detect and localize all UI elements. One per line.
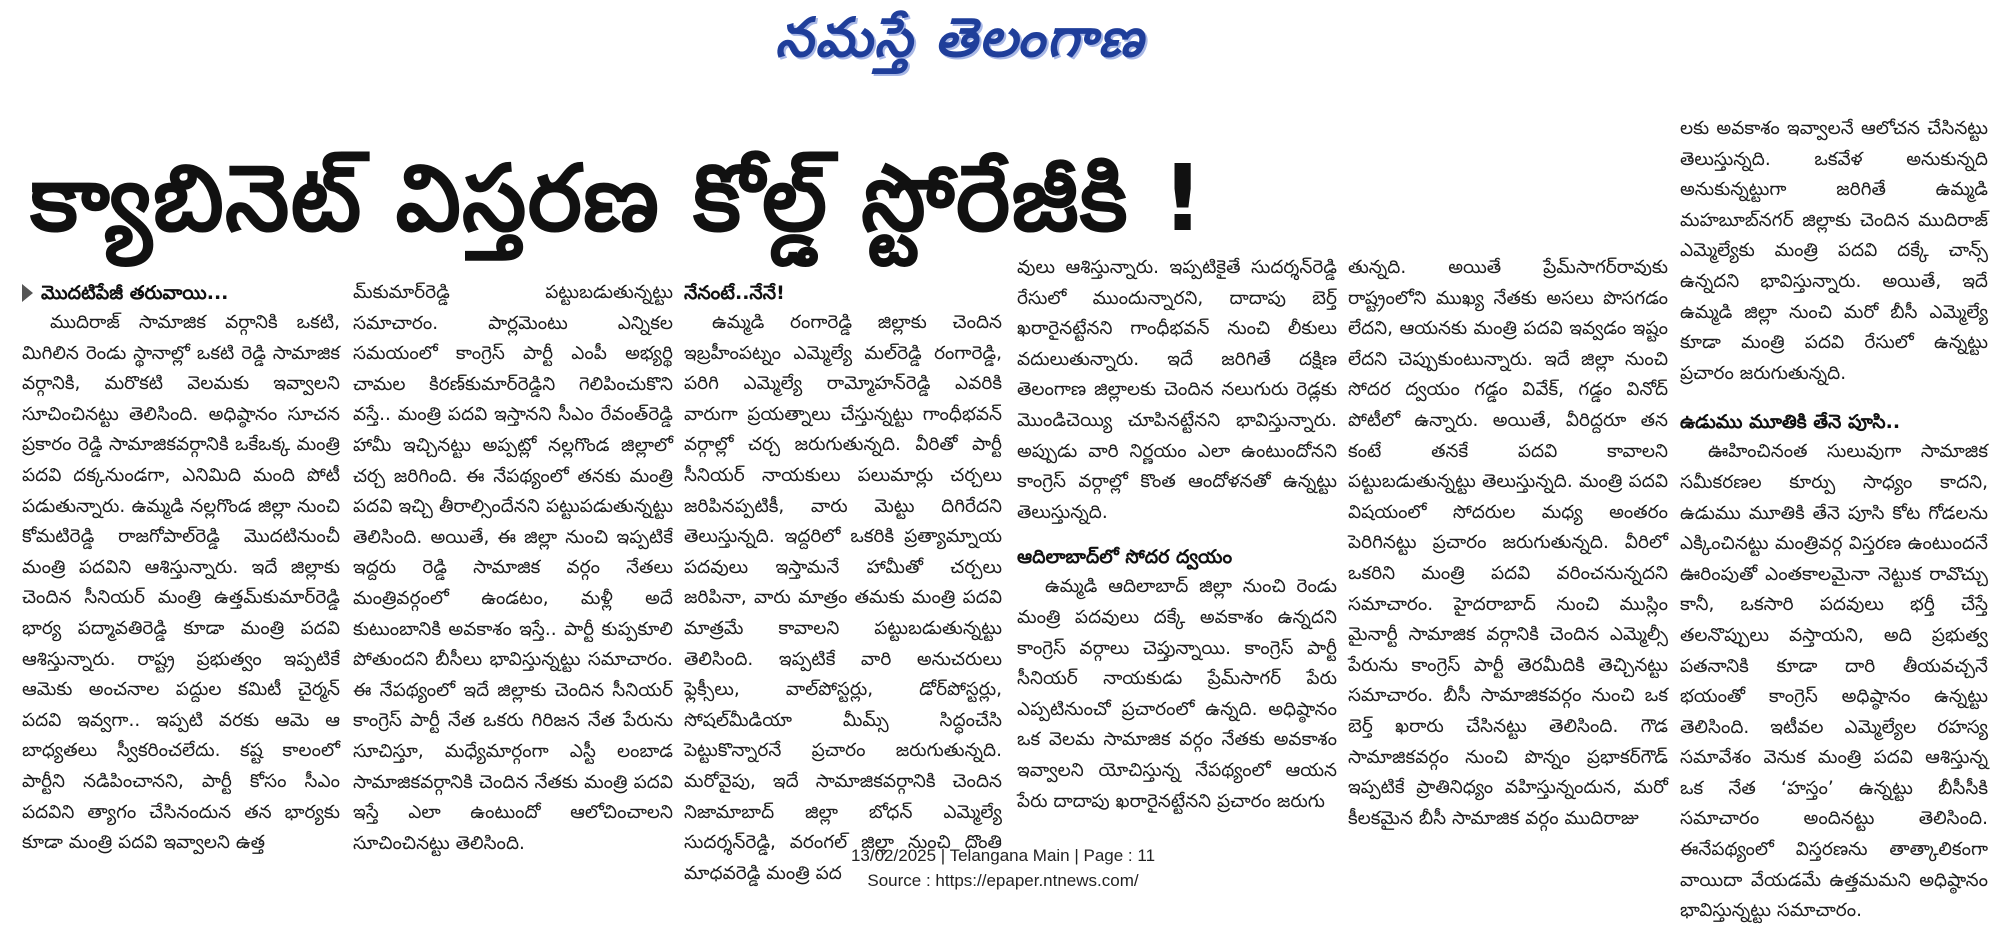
column-2 <box>353 278 673 854</box>
column-6-text-a: లకు అవకాశం ఇవ్వాలనే ఆలోచన చేసినట్టు తెలుస్తున్నది. ఒకవేళ అనుకున్నది అనుకున్నట్టుగా జరిగితే ఉమ్మడి మహబూబ్‌నగర్ జిల్లాకు చెందిన ముదిరాజ్ ఎమ్మెల్యేకు మంత్రి పదవి దక్కే చాన్స్ ఉన్నదని భావిస్తున్నారు. అయితే, ఇదే ఉమ్మడి జిల్లా నుంచి మరో బీసీ ఎమ్మెల్యే కూడా మంత్రి పదవి రేసులో ఉన్నట్టు ప్రచారం జరుగుతున్నది. <box>1680 118 1988 384</box>
column-4-text-b: ఉమ్మడి ఆదిలాబాద్ జిల్లా నుంచి రెండు మంత్రి పదవులు దక్కే అవకాశం ఉన్నదని కాంగ్రెస్ వర్గాలు చెప్తున్నాయి. కాంగ్రెస్ పార్టీ సీనియర్ నాయకుడు ప్రేమ్‌సాగర్ పేరు ఎప్పటినుంచో ప్రచారంలో ఉన్నది. అధిష్ఠానం ఒక వెలమ సామాజిక వర్గం నేతకు అవకాశం ఇవ్వాలని యోచిస్తున్న నేపథ్యంలో ఆయన పేరు దాదాపు ఖరారైనట్టేనని ప్రచారం జరుగు <box>1017 576 1337 812</box>
column-3-text: ఉమ్మడి రంగారెడ్డి జిల్లాకు చెందిన ఇబ్రహీంపట్నం ఎమ్మెల్యే మల్‌రెడ్డి రంగారెడ్డి, పరిగి ఎమ్మెల్యే రామ్మోహన్‌రెడ్డి ఎవరికి వారుగా ప్రయత్నాలు చేస్తున్నట్టు గాంధీభవన్ వర్గాల్లో చర్చ జరుగుతున్నది. వీరితో పార్టీ సీనియర్ నాయకులు పలుమార్లు చర్చలు జరిపినప్పటికీ, వారు మెట్టు దిగిరేదని తెలుస్తున్నది. ఇద్దరిలో ఒకరికి ప్రత్యామ్నాయ పదవులు ఇస్తామనే హామీతో చర్చలు జరిపినా, వారు మాత్రం తమకు మంత్రి పదవి మాత్రమే కావాలని పట్టుబడుతున్నట్టు తెలిసింది. ఇప్పటికే వారి అనుచరులు ఫ్లెక్సీలు, వాల్‌పోస్టర్లు, డోర్‌పోస్టర్లు, సోషల్‌మీడియా మీమ్స్ సిద్ధంచేసి పెట్టుకొన్నారనే ప్రచారం జరుగుతున్నది. మరోవైపు, ఇదే సామాజికవర్గానికి చెందిన నిజామాబాద్ జిల్లా బోధన్ ఎమ్మెల్యే సుదర్శన్‌రెడ్డి, వరంగల్ జిల్లా నుంచి దొంతి మాధవరెడ్డి మంత్రి పద <box>684 312 1002 884</box>
column-1-subhead <box>22 278 340 308</box>
triangle-bullet-icon <box>22 284 33 302</box>
footer-source[interactable]: Source : https://epaper.ntnews.com/ <box>867 871 1139 890</box>
column-6-subhead: ఉడుము మూతికి తేనె పూసి.. <box>1680 411 1901 434</box>
column-1-subhead-text: మొదటిపేజీ తరువాయి... <box>41 282 229 304</box>
column-1 <box>22 278 340 854</box>
column-5-text: తున్నది. అయితే ప్రేమ్‌సాగర్‌రావుకు రాష్ట్రంలోని ముఖ్య నేతకు అసలు పొసగడం లేదని, ఆయనకు మంత్రి పదవి ఇవ్వడం ఇష్టం లేదని చెప్పుకుంటున్నారు. ఇదే జిల్లా నుంచి సోదర ద్వయం గడ్డం వివేక్, గడ్డం వినోద్ పోటీలో ఉన్నారు. అయితే, వీరిద్దరూ తన కంటే తనకే పదవి కావాలని పట్టుబడుతున్నట్టు తెలుస్తున్నది. మంత్రి పదవి విషయంలో సోదరుల మధ్య అంతరం పెరిగినట్టు ప్రచారం జరుగుతున్నది. వీరిలో ఒకరిని మంత్రి పదవి వరించనున్నదని సమాచారం. హైదరాబాద్ నుంచి ముస్లిం మైనార్టీ సామాజిక వర్గానికి చెందిన ఎమ్మెల్సీ పేరును కాంగ్రెస్ పార్టీ తెరమీదికి తెచ్చినట్టు సమాచారం. బీసీ సామాజికవర్గం నుంచి ఒక బెర్త్ ఖరారు చేసినట్టు తెలిసింది. గౌడ సామాజికవర్గం నుంచి పొన్నం ప్రభాకర్‌గౌడ్ ఇప్పటికే ప్రాతినిధ్యం వహిస్తున్నందున, మరో కీలకమైన బీసీ సామాజిక వర్గం ముదిరాజు <box>1348 257 1668 829</box>
column-5 <box>1348 253 1668 829</box>
masthead-logo: నమస్తే తెలంగాణ <box>775 5 1145 69</box>
column-6 <box>1680 114 1988 922</box>
column-4-text-a: వులు ఆశిస్తున్నారు. ఇప్పటికైతే సుదర్శన్‌రెడ్డి రేసులో ముందున్నారని, దాదాపు బెర్త్ ఖరారైనట్టేనని గాంధీభవన్ నుంచి లీకులు వదులుతున్నారు. ఇదే జరిగితే దక్షిణ తెలంగాణ జిల్లాలకు చెందిన నలుగురు రెడ్లకు మొండిచెయ్యి చూపినట్టేనని భావిస్తున్నారు. అప్పుడు వారి నిర్ణయం ఎలా ఉంటుందోనని కాంగ్రెస్ వర్గాల్లో కొంత ఆందోళనతో ఉన్నట్టు తెలుస్తున్నది. <box>1017 257 1337 523</box>
column-2-text: మ్‌కుమార్‌రెడ్డి పట్టుబడుతున్నట్టు సమాచారం. పార్లమెంటు ఎన్నికల సమయంలో కాంగ్రెస్ పార్టీ ఎంపీ అభ్యర్థి చామల కిరణ్‌కుమార్‌రెడ్డిని గెలిపించుకొని వస్తే.. మంత్రి పదవి ఇస్తానని సీఎం రేవంత్‌రెడ్డి హామీ ఇచ్చినట్టు అప్పట్లో నల్లగొండ జిల్లాలో చర్చ జరిగింది. ఈ నేపథ్యంలో తనకు మంత్రి పదవి ఇచ్చి తీరాల్సిందేనని పట్టుపడుతున్నట్టు తెలిసింది. అయితే, ఈ జిల్లా నుంచి ఇప్పటికే ఇద్దరు రెడ్డి సామాజిక వర్గం నేతలు మంత్రివర్గంలో ఉండటం, మళ్లీ అదే కుటుంబానికి అవకాశం ఇస్తే.. పార్టీ కుప్పకూలి పోతుందని బీసీలు భావిస్తున్నట్టు సమాచారం. ఈ నేపథ్యంలో ఇదే జిల్లాకు చెందిన సీనియర్ కాంగ్రెస్ పార్టీ నేత ఒకరు గిరిజన నేత పేరును సూచిస్తూ, మధ్యేమార్గంగా ఎస్టీ లంబాడ సామాజికవర్గానికి చెందిన నేతకు మంత్రి పదవి ఇస్తే ఎలా ఉంటుందో ఆలోచించాలని సూచించినట్టు తెలిసింది. <box>353 282 673 854</box>
column-6-text-b: ఊహించినంత సులువుగా సామాజిక సమీకరణల కూర్పు సాధ్యం కాదని, ఉడుము మూతికి తేనె పూసి కోట గోడలను ఎక్కించినట్టు మంత్రివర్గ విస్తరణ ఉంటుందనే ఊరింపుతో ఎంతకాలమైనా నెట్టుక రావొచ్చు కానీ, ఒకసారి పదవులు భర్తీ చేస్తే తలనొప్పులు వస్తాయని, అది ప్రభుత్వ పతనానికి కూడా దారి తీయవచ్చనే భయంతో కాంగ్రెస్ అధిష్ఠానం ఉన్నట్టు తెలిసింది. ఇటీవల ఎమ్మెల్యేల రహస్య సమావేశం వెనుక మంత్రి పదవి ఆశిస్తున్న ఒక నేత ‘హస్తం’ ఉన్నట్టు బీసీసీకి సమాచారం అందినట్టు తెలిసింది. ఈనేపథ్యంలో విస్తరణను తాత్కాలికంగా వాయిదా వేయడమే ఉత్తమమని అధిష్ఠానం భావిస్తున్నట్టు సమాచారం. <box>1680 441 1988 922</box>
column-4 <box>1017 253 1337 812</box>
headline: క్యాబినెట్ విస్తరణ కోల్డ్ స్టోరేజీకి ! <box>30 145 1205 253</box>
column-4-subhead: ఆదిలాబాద్‌లో సోదర ద్వయం <box>1017 546 1233 569</box>
column-3 <box>684 278 1002 884</box>
footer-edition: 13/02/2025 | Telangana Main | Page : 11 <box>850 846 1156 865</box>
column-1-text: ముదిరాజ్ సామాజిక వర్గానికి ఒకటి, మిగిలిన రెండు స్థానాల్లో ఒకటి రెడ్డి సామాజిక వర్గానికి, మరొకటి వెలమకు ఇవ్వాలని సూచించినట్టు తెలిసింది. అధిష్ఠానం సూచన ప్రకారం రెడ్డి సామాజికవర్గానికి ఒకేఒక్క మంత్రి పదవి దక్కనుండగా, ఎనిమిది మంది పోటీ పడుతున్నారు. ఉమ్మడి నల్లగొండ జిల్లా నుంచి కోమటిరెడ్డి రాజగోపాల్‌రెడ్డి మొదటినుంచీ మంత్రి పదవిని ఆశిస్తున్నారు. ఇదే జిల్లాకు చెందిన సీనియర్ మంత్రి ఉత్తమ్‌కుమార్‌రెడ్డి భార్య పద్మావతిరెడ్డి కూడా మంత్రి పదవి ఆశిస్తున్నారు. రాష్ట్ర ప్రభుత్వం ఇప్పటికే ఆమెకు అంచనాల పద్దుల కమిటీ చైర్మన్ పదవి ఇవ్వగా.. ఇప్పటి వరకు ఆమె ఆ బాధ్యతలు స్వీకరించలేదు. కష్ట కాలంలో పార్టీని నడిపించానని, పార్టీ కోసం సీఎం పదవిని త్యాగం చేసినందున తన భార్యకు కూడా మంత్రి పదవి ఇవ్వాలని ఉత్త <box>22 312 340 854</box>
column-3-subhead: నేనంటే..నేనే! <box>684 282 785 304</box>
